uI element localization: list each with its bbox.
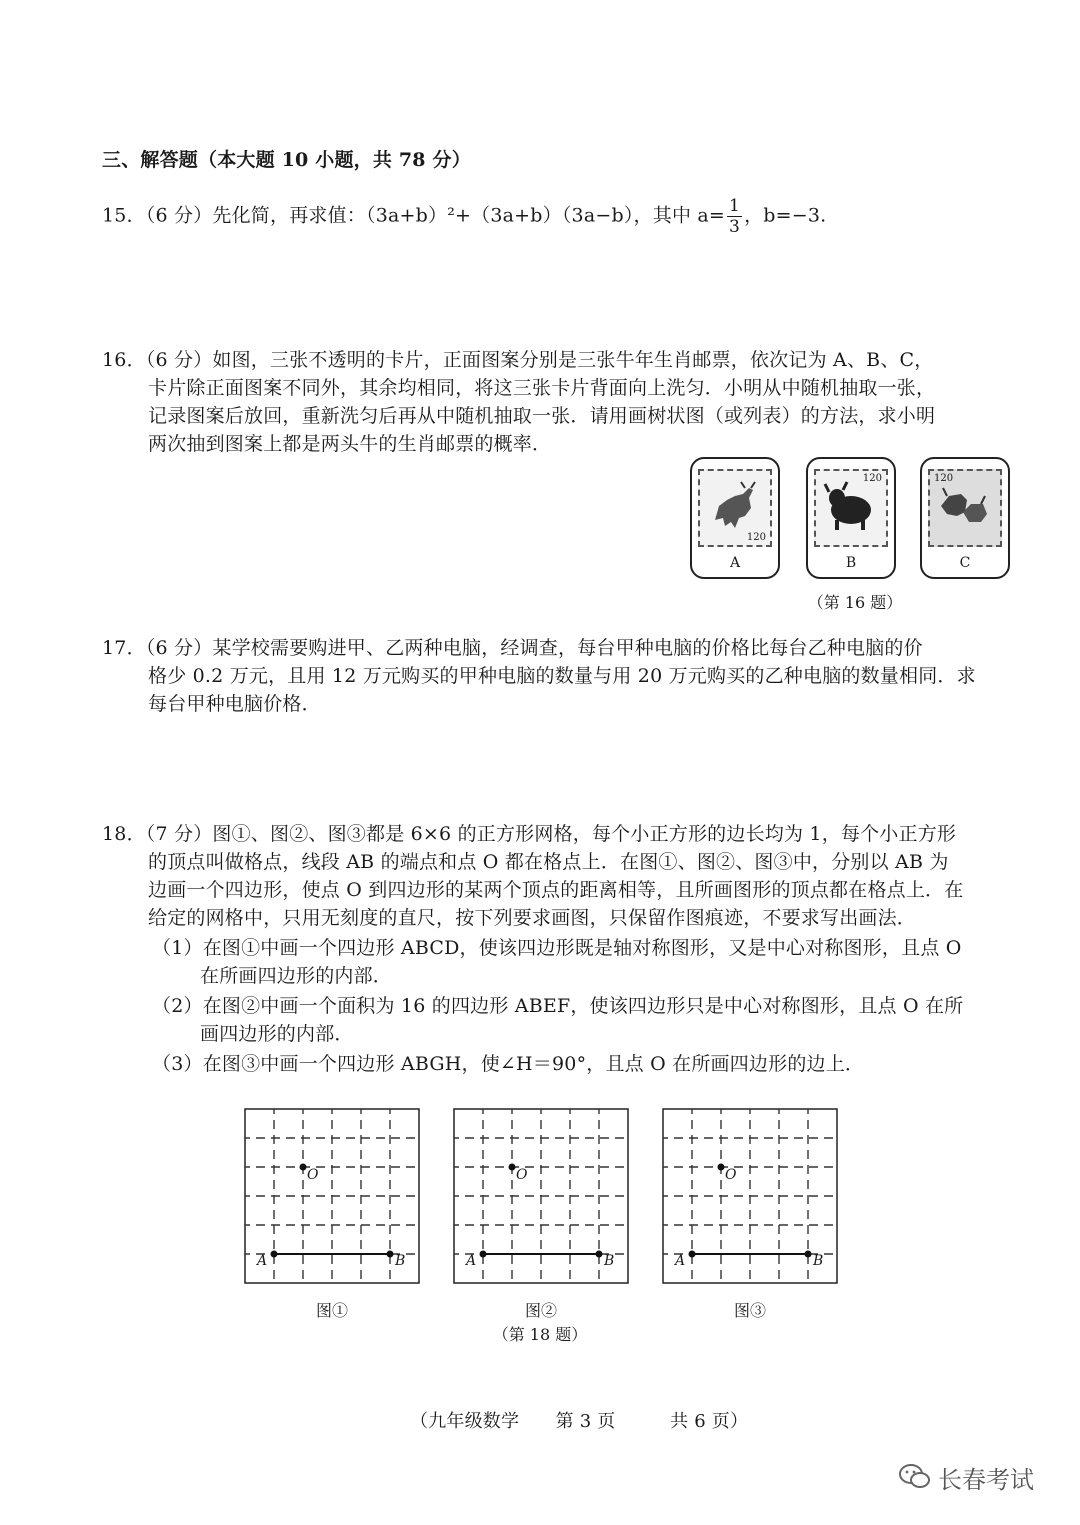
q18-part-1-cont: 在所画四边形的内部． xyxy=(200,965,393,987)
grid-figure-1 xyxy=(243,1107,421,1285)
point-o-label: O xyxy=(725,1167,737,1183)
two-oxen-illustration-icon xyxy=(935,476,991,536)
figure-1-caption: 图① xyxy=(315,1301,348,1320)
stamp-denomination-b: 120 xyxy=(862,473,882,484)
q16-line-4: 两次抽到图案上都是两头牛的生肖邮票的概率． xyxy=(148,433,552,455)
watermark-text: 长春考试 xyxy=(938,1466,1034,1494)
q18-part-2-cont: 画四边形的内部． xyxy=(200,1023,354,1045)
figure-2-caption: 图② xyxy=(524,1301,557,1320)
q17-line-2: 格少 0.2 万元，且用 12 万元购买的甲种电脑的数量与用 20 万元购买的乙种电脑的数量相同．求 xyxy=(148,665,976,687)
stamp-image-b xyxy=(814,469,888,547)
point-b xyxy=(596,1251,603,1258)
section-title: 三、解答题（本大题 10 小题，共 78 分） xyxy=(102,149,471,171)
q18-part-2: （2）在图②中画一个面积为 16 的四边形 ABEF，使该四边形只是中心对称图形，且点 O 在所 xyxy=(152,995,964,1017)
stamp-denomination-c: 120 xyxy=(934,473,954,484)
q16-line-3: 记录图案后放回，重新洗匀后再从中随机抽取一张．请用画树状图（或列表）的方法，求小明 xyxy=(148,405,936,427)
figure-3-caption: 图③ xyxy=(733,1301,766,1320)
stamp-card-b xyxy=(806,457,896,579)
q18-caption: （第 18 题） xyxy=(492,1325,588,1344)
q18-part-3: （3）在图③中画一个四边形 ABGH，使∠H＝90°，且点 O 在所画四边形的边上． xyxy=(152,1053,865,1075)
question-15 xyxy=(102,196,826,237)
point-a xyxy=(271,1251,278,1258)
point-o xyxy=(300,1164,307,1171)
card-label-c: C xyxy=(959,555,971,571)
q18-line-1: 18．（7 分）图①、图②、图③都是 6×6 的正方形网格，每个小正方形的边长均为 1，每个小正方形 xyxy=(102,823,957,845)
grid-figure-3 xyxy=(661,1107,839,1285)
stamp-denomination-a: 120 xyxy=(746,532,766,543)
card-label-b: B xyxy=(845,555,857,571)
q16-line-1: 16．（6 分）如图，三张不透明的卡片，正面图案分别是三张牛年生肖邮票，依次记为 A、B、C， xyxy=(102,349,934,371)
stamp-card-a xyxy=(690,457,780,579)
ox-illustration-icon xyxy=(821,476,877,536)
point-b-label: B xyxy=(813,1253,824,1269)
point-o-label: O xyxy=(516,1167,528,1183)
point-a-label: A xyxy=(466,1253,477,1269)
point-o xyxy=(509,1164,516,1171)
point-o xyxy=(718,1164,725,1171)
q18-line-4: 给定的网格中，只用无刻度的直尺，按下列要求画图，只保留作图痕迹，不要求写出画法． xyxy=(148,907,917,929)
q15-frac-den: 3 xyxy=(729,217,741,237)
stamp-card-c xyxy=(920,457,1010,579)
point-a xyxy=(480,1251,487,1258)
point-b xyxy=(387,1251,394,1258)
ox-illustration-icon xyxy=(705,476,761,536)
point-a xyxy=(689,1251,696,1258)
q15-fraction xyxy=(727,196,742,237)
q17-line-1: 17．（6 分）某学校需要购进甲、乙两种电脑，经调查，每台甲种电脑的价格比每台乙种电脑的价 xyxy=(102,637,923,659)
point-a-label: A xyxy=(257,1253,268,1269)
q18-line-3: 边画一个四边形，使点 O 到四边形的某两个顶点的距离相等，且所画图形的顶点都在格点上．在 xyxy=(148,879,964,901)
q16-caption: （第 16 题） xyxy=(807,593,903,612)
q18-line-2: 的顶点叫做格点，线段 AB 的端点和点 O 都在格点上．在图①、图②、图③中，分别以 AB 为 xyxy=(148,851,949,873)
q15-text-before: 15．（6 分）先化简，再求值：（3a+b）²+（3a+b）（3a−b），其中 a= xyxy=(102,204,726,227)
point-b-label: B xyxy=(604,1253,615,1269)
q16-line-2: 卡片除正面图案不同外，其余均相同，将这三张卡片背面向上洗匀．小明从中随机抽取一张， xyxy=(148,377,936,399)
point-a-label: A xyxy=(675,1253,686,1269)
page-footer: （九年级数学 第 3 页 共 6 页） xyxy=(410,1411,749,1432)
q18-part-1: （1）在图①中画一个四边形 ABCD，使该四边形既是轴对称图形，又是中心对称图形，且点 O xyxy=(152,937,962,959)
q15-text-after: ，b=−3. xyxy=(744,204,827,227)
wechat-icon xyxy=(898,1462,932,1492)
card-label-a: A xyxy=(729,555,741,571)
stamp-image-c xyxy=(928,469,1002,547)
q15-frac-num: 1 xyxy=(729,196,741,216)
point-o-label: O xyxy=(307,1167,319,1183)
point-b xyxy=(805,1251,812,1258)
q17-line-3: 每台甲种电脑价格． xyxy=(148,693,321,715)
point-b-label: B xyxy=(395,1253,406,1269)
grid-figure-2 xyxy=(452,1107,630,1285)
stamp-image-a xyxy=(698,469,772,547)
